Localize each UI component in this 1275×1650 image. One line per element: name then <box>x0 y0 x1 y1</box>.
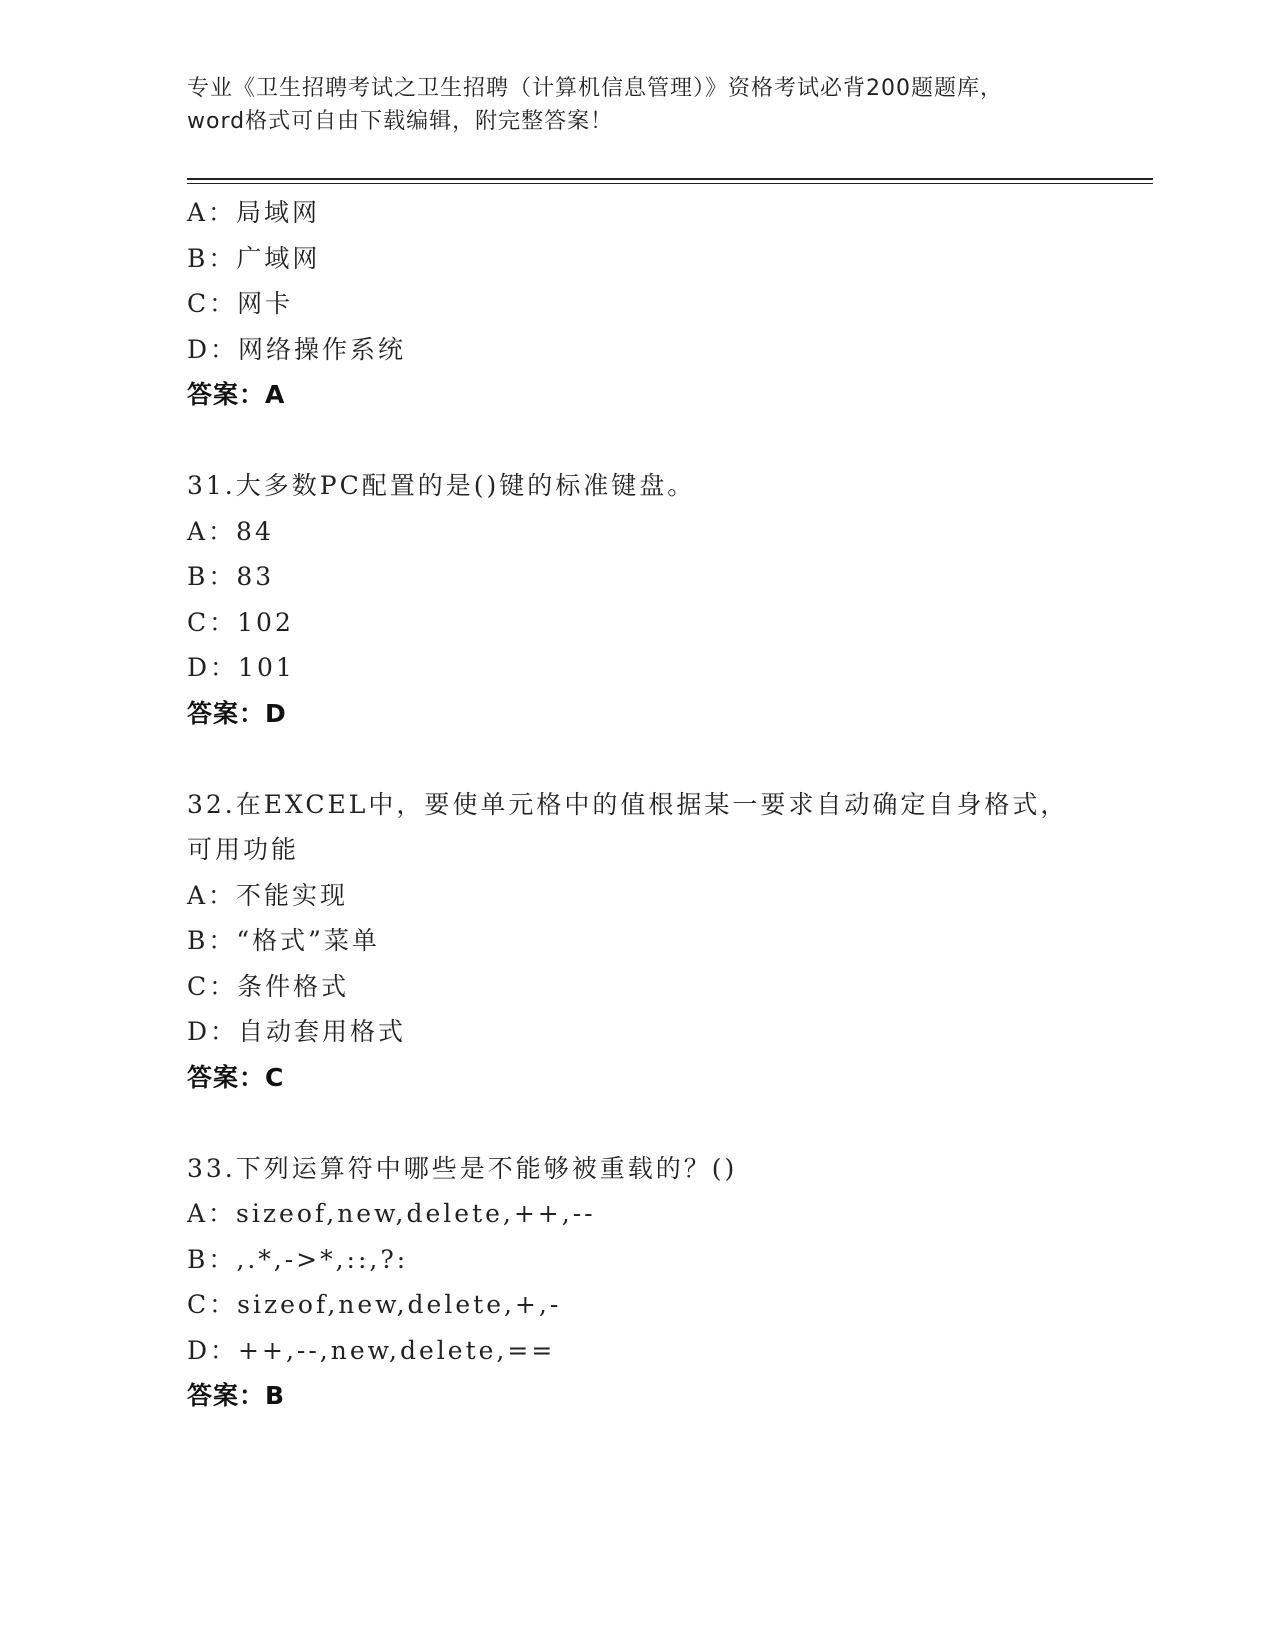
option-b: B：广域网 <box>187 243 321 273</box>
question-stem-line-2: 可用功能 <box>187 835 300 864</box>
document-header <box>187 72 1087 138</box>
question-block-30 <box>187 190 1087 418</box>
question-block-33 <box>187 1146 1087 1419</box>
option-d: D：++,--,new,delete,== <box>187 1335 556 1365</box>
option-a: A：不能实现 <box>187 880 349 910</box>
answer-label: 答案：D <box>187 698 287 728</box>
question-stem: 33.下列运算符中哪些是不能够被重载的？() <box>187 1153 738 1183</box>
answer-label: 答案：B <box>187 1381 286 1410</box>
question-stem-line-1: 32.在EXCEL中，要使单元格中的值根据某一要求自动确定自身格式， <box>187 789 1069 819</box>
question-stem: 31.大多数PC配置的是()键的标准键盘。 <box>187 471 696 500</box>
option-b: B：83 <box>187 562 275 591</box>
header-line-1: 专业《卫生招聘考试之卫生招聘（计算机信息管理）》资格考试必背200题题库， <box>187 76 1003 101</box>
option-c: C：条件格式 <box>187 971 350 1001</box>
question-list <box>187 190 1087 1419</box>
answer-label: 答案：C <box>187 1062 285 1092</box>
option-b: B：,.*,->*,::,?: <box>187 1244 409 1274</box>
option-a: A：84 <box>187 516 274 546</box>
header-rule-thick <box>187 178 1153 180</box>
option-c: C：网卡 <box>187 289 294 318</box>
option-d: D：101 <box>187 653 295 682</box>
question-block-31 <box>187 463 1087 736</box>
option-b: B：“格式”菜单 <box>187 926 380 955</box>
option-a: A：sizeof,new,delete,++,-- <box>187 1199 596 1228</box>
spacer <box>187 736 1087 782</box>
option-c: C：102 <box>187 607 294 637</box>
header-line-2: word格式可自由下载编辑，附完整答案！ <box>187 109 614 134</box>
option-a: A：局域网 <box>187 198 321 227</box>
spacer <box>187 418 1087 464</box>
option-d: D：自动套用格式 <box>187 1017 407 1046</box>
header-rule-thin <box>187 183 1153 184</box>
option-d: D：网络操作系统 <box>187 334 407 364</box>
question-block-32 <box>187 782 1087 1101</box>
spacer <box>187 1100 1087 1146</box>
option-c: C：sizeof,new,delete,+,- <box>187 1290 562 1319</box>
answer-label: 答案：A <box>187 380 286 409</box>
